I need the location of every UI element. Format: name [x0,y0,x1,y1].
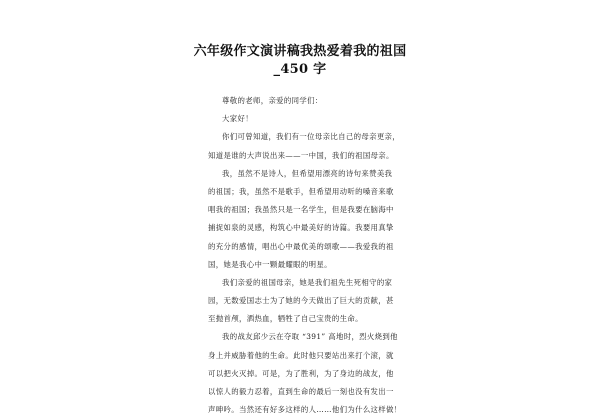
text-line: 你们可曾知道，我们有一位母亲比自己的母亲更亲， [222,132,401,142]
text-line: 大家好！ [222,114,253,124]
text-line: 的充分的感情，唱出心中最优美的颂歌——我爱我的祖 [208,241,394,251]
text-line: 我，虽然不是诗人，但希望用漂亮的诗句来赞美我 [222,168,393,178]
text-line: 以惊人的毅力忍着，直到生命的最后一刻也没有发出一 [208,387,394,396]
text-line: 我的战友邱少云在夺取 “391” 高地时，烈火烧到他 [222,332,398,342]
document-body [208,92,408,419]
text-line: 我们亲爱的祖国母亲，她是我们祖先生死相守的家 [222,277,393,287]
text-line: 声呻吟。当然还有好多这样的人……他们为什么这样做！ [208,405,402,415]
text-line: 可以把火灭掉。可是，为了胜利，为了身边的战友，他 [208,368,394,378]
text-line: 知道是谁的大声说出来——一中国，我们的祖国母亲。 [208,150,394,160]
text-line: 至抛首颅，洒热血，牺牲了自己宝贵的生命。 [208,314,363,324]
text-line: 的祖国；我，虽然不是歌手，但希望用动听的嗓音来歌 [208,186,394,196]
text-line: 园，无数爱国志士为了她的今天做出了巨大的贡献，甚 [208,296,394,306]
text-line: 国，她是我心中一颗最耀眼的明星。 [208,259,332,269]
text-line: 捕捉如泉的灵感，构筑心中最美好的诗篇。我要用真挚 [208,223,394,233]
text-line: 尊敬的老师，亲爱的同学们： [222,96,323,105]
text-line: 身上并威胁着他的生命。此时他只要站出来打个滚，就 [208,350,394,360]
text-line: 唱我的祖国；我虽然只是一名学生，但是我要在脑海中 [208,205,394,215]
document-subtitle: _450 字 [273,62,327,77]
document-title: 六年级作文演讲稿我热爱着我的祖国 [193,44,407,59]
